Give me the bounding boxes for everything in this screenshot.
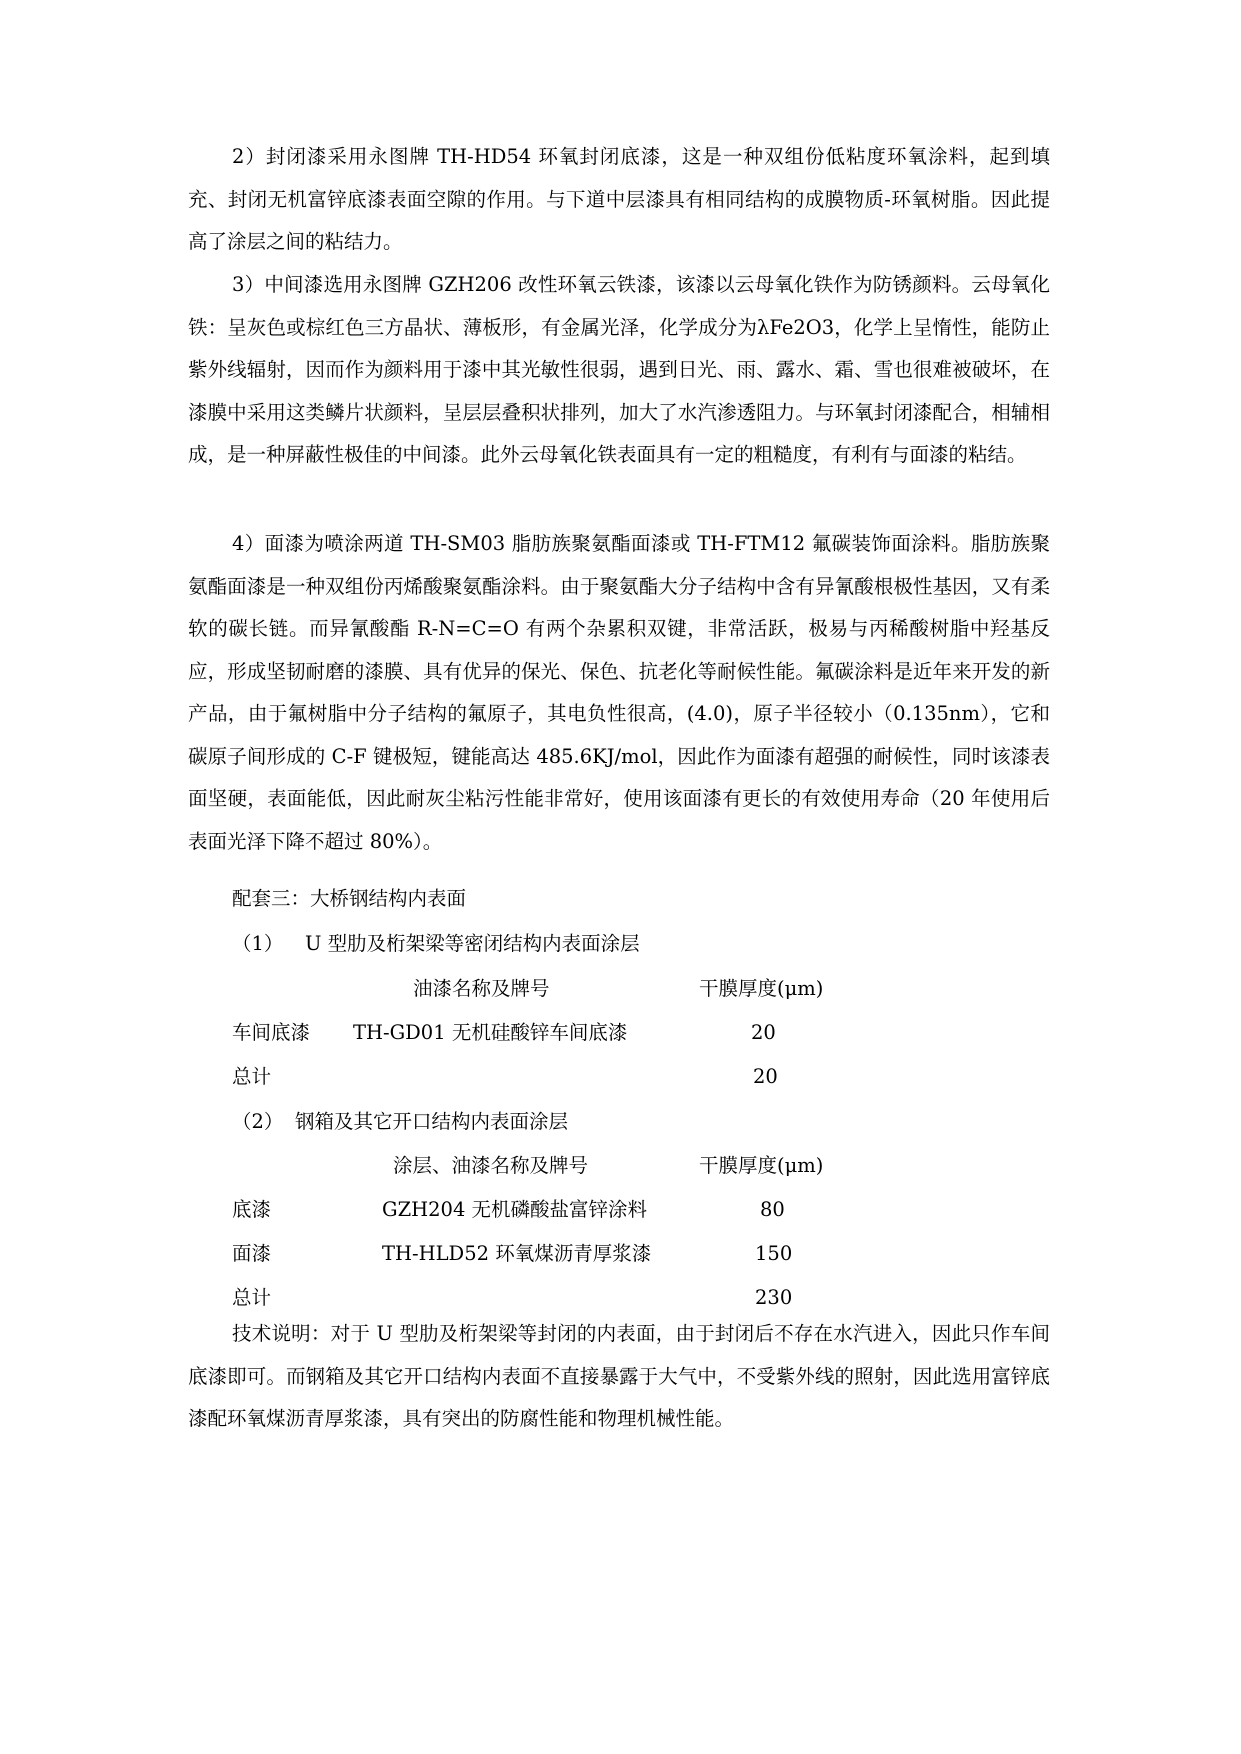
- paragraph-top-coat: 4）面漆为喷涂两道 TH-SM03 脂肪族聚氨酯面漆或 TH-FTM12 氟碳装饰面涂料。脂肪族聚氨酯面漆是一种双组份丙烯酸聚氨酯涂料。由于聚氨酯大分子结构中含有异氰酸根极性基因，又有柔软的碳长链。而异氰酸酯 R-N=C=O 有两个杂累积双键，非常活跃，极易与丙稀酸树脂中羟基反应，形成坚韧耐磨的漆膜、具有优异的保光、保色、抗老化等耐候性能。氟碳涂料是近年来开发的新产品，由于氟树脂中分子结构的氟原子，其电负性很高，(4.0)，原子半径较小（0.135nm），它和碳原子间形成的 C-F 键极短，键能高达 485.6KJ/mol，因此作为面漆有超强的耐候性，同时该漆表面坚硬，表面能低，因此耐灰尘粘污性能非常好，使用该面漆有更长的有效使用寿命（20 年使用后表面光泽下降不超过 80%）。: [188, 532, 1050, 853]
- table2-total-value: 230: [755, 1286, 793, 1309]
- table2-caption: 钢箱及其它开口结构内表面涂层: [295, 1110, 569, 1133]
- table2-caption-number: （2）: [232, 1110, 284, 1133]
- table1-row-name: TH-GD01 无机硅酸锌车间底漆: [353, 1021, 628, 1044]
- table1-row-label: 车间底漆: [232, 1021, 311, 1044]
- table1-caption-number: （1）: [232, 932, 284, 955]
- table2-header-name: 涂层、油漆名称及牌号: [393, 1154, 589, 1177]
- table1-total-value: 20: [753, 1065, 778, 1088]
- table1-header-name: 油漆名称及牌号: [413, 977, 550, 1000]
- table1-caption: U 型肋及桁架梁等密闭结构内表面涂层: [305, 932, 640, 955]
- table1-row-value: 20: [751, 1021, 776, 1044]
- table2-row1-value: 80: [760, 1198, 785, 1221]
- table2-row2-value: 150: [755, 1242, 793, 1265]
- table2-row1-name: GZH204 无机磷酸盐富锌涂料: [382, 1198, 648, 1221]
- table2-header-thickness: 干膜厚度(μm): [699, 1154, 824, 1177]
- table1-header-thickness: 干膜厚度(μm): [699, 977, 824, 1000]
- paragraph-sealing-coat: 2）封闭漆采用永图牌 TH-HD54 环氧封闭底漆，这是一种双组份低粘度环氧涂料，起到填充、封闭无机富锌底漆表面空隙的作用。与下道中层漆具有相同结构的成膜物质-环氧树脂。因此提高了涂层之间的粘结力。: [188, 145, 1050, 253]
- table1-total-label: 总计: [232, 1065, 272, 1088]
- table2-row2-label: 面漆: [232, 1242, 272, 1265]
- section-title: 配套三：大桥钢结构内表面: [232, 887, 467, 910]
- table2-total-label: 总计: [232, 1286, 272, 1309]
- table2-row2-name: TH-HLD52 环氧煤沥青厚浆漆: [382, 1242, 652, 1265]
- paragraph-intermediate-coat: 3）中间漆选用永图牌 GZH206 改性环氧云铁漆，该漆以云母氧化铁作为防锈颜料。云母氧化铁：呈灰色或棕红色三方晶状、薄板形，有金属光泽，化学成分为λFe2O3，化学上呈惰性，能防止紫外线辐射，因而作为颜料用于漆中其光敏性很弱，遇到日光、雨、露水、霜、雪也很难被破坏，在漆膜中采用这类鳞片状颜料，呈层层叠积状排列，加大了水汽渗透阻力。与环氧封闭漆配合，相辅相成，是一种屏蔽性极佳的中间漆。此外云母氧化铁表面具有一定的粗糙度，有利有与面漆的粘结。: [188, 273, 1050, 466]
- table2-row1-label: 底漆: [232, 1198, 272, 1221]
- paragraph-technical-note: 技术说明：对于 U 型肋及桁架梁等封闭的内表面，由于封闭后不存在水汽进入，因此只作车间底漆即可。而钢箱及其它开口结构内表面不直接暴露于大气中，不受紫外线的照射，因此选用富锌底漆配环氧煤沥青厚浆漆，具有突出的防腐性能和物理机械性能。: [188, 1322, 1050, 1430]
